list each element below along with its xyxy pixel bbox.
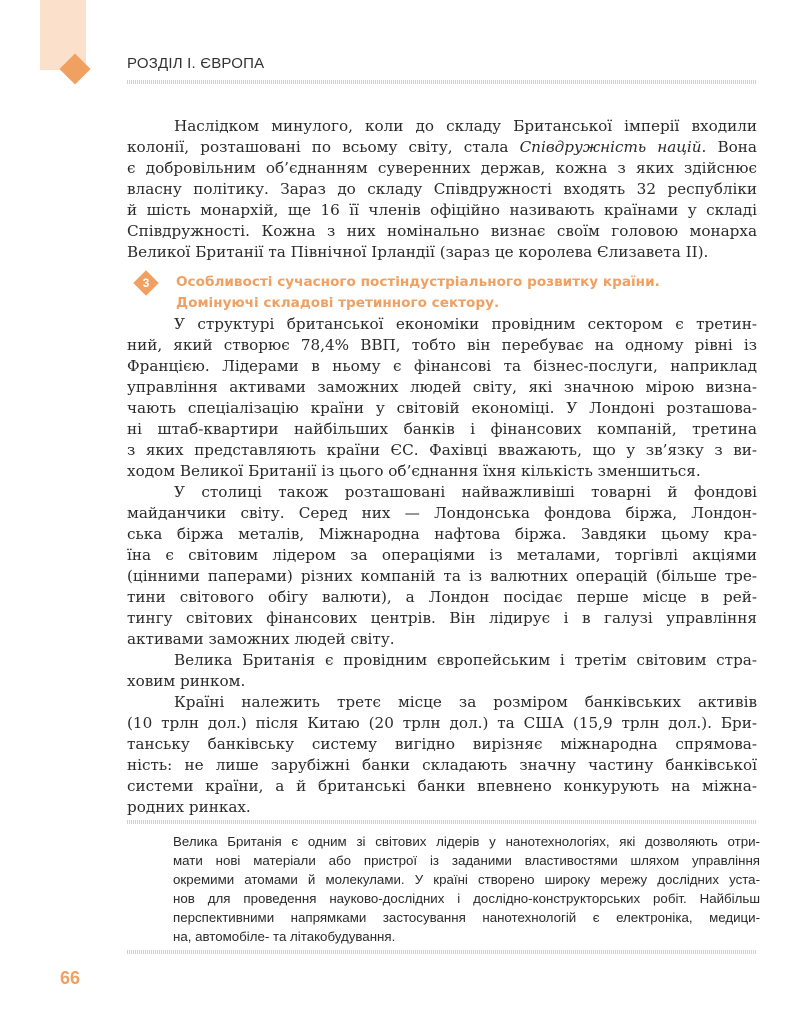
text-line: танську банківську систему вигідно вирізняє міжнародна спрямова- <box>127 735 757 753</box>
text-line: є добровільним об’єднанням суверенних держав, кожна з яких здійснює <box>127 159 757 177</box>
text-line: У структурі британської економіки провідним сектором є третин- <box>174 315 757 333</box>
text-line: перспективними напрямками застосування нанотехнологій є електроніка, медици- <box>173 910 760 925</box>
paragraph-banking <box>127 692 757 818</box>
text-line: на, автомобіле- та літакобудування. <box>173 929 396 944</box>
text-line: ні штаб-квартири найбільших банків і фінансових компаній, третина <box>127 420 757 438</box>
text-line: тингу світових фінансових центрів. Він лідирує і в галузі управління <box>127 609 757 627</box>
text-line: тини світового обігу валюти), а Лондон посідає перше місце в рей- <box>127 588 757 606</box>
text-line: майданчики світу. Серед них — Лондонська фондова біржа, Лондон- <box>127 504 757 522</box>
text-line: Співдружності. Кожна з них номінально визнає своїм головою монарха <box>127 222 757 240</box>
text-line: Велика Британія є провідним європейським і третім світовим стра- <box>174 651 757 669</box>
text-line: власну політику. Зараз до складу Співдружності входять 32 республіки <box>127 180 757 198</box>
text-line: (10 трлн дол.) після Китаю (20 трлн дол.) та США (15,9 трлн дол.). Бри- <box>127 714 757 732</box>
text-line: ність: не лише зарубіжні банки складають значну частину банківської <box>127 756 757 774</box>
text-line: У столиці також розташовані найважливіші товарні й фондові <box>174 483 757 501</box>
text-line: нов для проведення науково-дослідних і дослідно-конструкторських робіт. Найбільш <box>173 891 760 906</box>
text-line: й шість монархій, ще 16 її членів офіційно називають країнами у складі <box>127 201 757 219</box>
text-line: колонії, розташовані по всьому світу, стала Співдружність націй. Вона <box>127 138 757 156</box>
text-line: чають спеціалізацію країни у світовій економіці. У Лондоні розташова- <box>127 399 757 417</box>
text-line: ховим ринком. <box>127 672 246 690</box>
text-line: Великої Британії та Північної Ірландії (зараз це королева Єлизавета ІІ). <box>127 243 709 261</box>
section-number: 3 <box>142 276 150 290</box>
text-line: (цінними паперами) різних компаній та із валютних операцій (більше тре- <box>127 567 757 585</box>
text-line: з яких представляють країни ЄС. Фахівці вважають, що у зв’язку з ви- <box>127 441 757 459</box>
paragraph-insurance <box>127 650 757 692</box>
box-top-divider <box>127 820 757 824</box>
section-heading <box>176 272 660 314</box>
text-line: активами заможних людей світу. <box>127 630 395 648</box>
paragraph-economy <box>127 314 757 482</box>
text-line: окремими атомами й молекулами. У країні створено широку мережу дослідних уста- <box>173 872 760 887</box>
text-line: ходом Великої Британії із цього об’єднання їхня кількість зменшиться. <box>127 462 701 480</box>
page-number: 66 <box>60 968 81 988</box>
text-line: родних ринках. <box>127 798 251 816</box>
paragraph-exchanges <box>127 482 757 650</box>
section-heading-line: Особливості сучасного постіндустріального розвитку країни. <box>176 274 660 290</box>
header-divider <box>127 80 757 84</box>
text-line: ний, який створює 78,4% ВВП, тобто він перебуває на одному рівні із <box>127 336 757 354</box>
nanotech-infobox <box>173 832 760 946</box>
section-number-badge <box>133 270 158 295</box>
text-line: Францією. Лідерами в ньому є фінансові та бізнес-послуги, наприклад <box>127 357 757 375</box>
chapter-title: РОЗДІЛ І. ЄВРОПА <box>127 55 265 72</box>
text-line: мати нові матеріали або пристрої із заданими властивостями шляхом управління <box>173 853 760 868</box>
text-line: ська біржа металів, Міжнародна нафтова біржа. Завдяки цьому кра- <box>127 525 757 543</box>
text-line: Велика Британія є одним зі світових лідерів у нанотехнологіях, які дозволяють отри- <box>173 834 760 849</box>
text-line: управління активами заможних людей світу, які значною мірою визна- <box>127 378 757 396</box>
box-bottom-divider <box>127 950 757 954</box>
paragraph-commonwealth <box>127 116 757 263</box>
text-line: Наслідком минулого, коли до складу Британської імперії входили <box>174 117 757 135</box>
text-line: системи країни, а й британські банки впевнено конкурують на міжна- <box>127 777 757 795</box>
text-line: Країні належить третє місце за розміром банківських активів <box>174 693 757 711</box>
section-heading-line: Домінуючі складові третинного сектору. <box>176 295 500 311</box>
text-line: їна є світовим лідером за операціями із металами, торгівлі акціями <box>127 546 757 564</box>
